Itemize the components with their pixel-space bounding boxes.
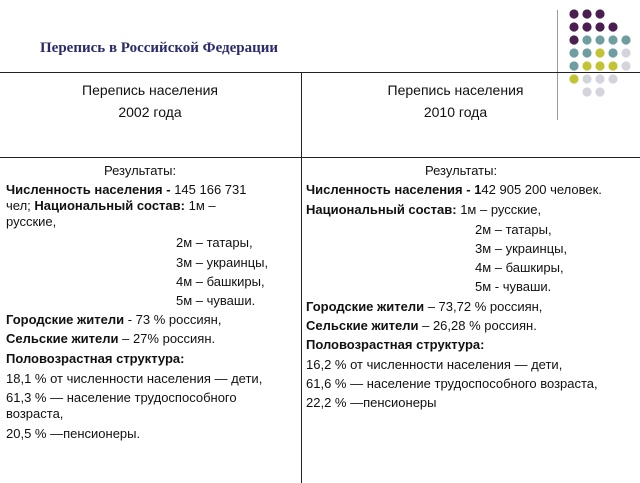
left-population-unit: чел; <box>6 198 35 213</box>
left-results-label: Результаты: <box>104 163 177 178</box>
decorative-dot <box>595 61 604 70</box>
decorative-dot <box>582 61 591 70</box>
left-age-2b: возраста, <box>6 406 64 421</box>
left-rural-line <box>6 329 215 349</box>
right-urban-value: – 73,72 % россиян, <box>424 299 543 314</box>
decorative-dot <box>621 61 630 70</box>
left-urban-label: Городские жители <box>6 312 125 327</box>
slide-title: Перепись в Российской Федерации <box>40 40 279 56</box>
right-rural-line <box>306 316 537 336</box>
right-national-3: 3м – украинцы, <box>475 241 568 256</box>
right-column-header <box>333 79 578 123</box>
decorative-dot <box>621 35 630 44</box>
left-national-3: 3м – украинцы, <box>176 255 269 270</box>
right-national-label: Национальный состав: <box>306 202 461 217</box>
left-rural-value: – 27% россиян. <box>118 331 216 346</box>
right-population-label: Численность населения - 1 <box>306 182 482 197</box>
left-national-1-cont: русские, <box>6 214 57 229</box>
left-header-line1: Перепись населения <box>82 82 218 98</box>
left-national-4: 4м – башкиры, <box>176 274 265 289</box>
right-age-3: 22,2 % —пенсионеры <box>306 395 437 410</box>
decorative-dot <box>582 35 591 44</box>
left-national-1: 1м – <box>188 198 216 213</box>
right-header-line1: Перепись населения <box>387 82 524 98</box>
left-age-2a: 61,3 % — население трудоспособного <box>6 390 237 405</box>
right-national-1: 1м – русские, <box>460 202 542 217</box>
header-divider <box>0 157 640 158</box>
decorative-dot <box>582 9 591 18</box>
decorative-dot <box>569 48 578 57</box>
right-urban-line <box>306 297 542 317</box>
left-national-2: 2м – татары, <box>176 235 253 250</box>
right-age-label: Половозрастная структура: <box>306 337 485 352</box>
decorative-dot <box>569 9 578 18</box>
left-age-label: Половозрастная структура: <box>6 351 185 366</box>
decorative-dot <box>569 22 578 31</box>
column-divider <box>301 73 302 483</box>
decorative-dot <box>621 48 630 57</box>
decorative-dot <box>582 48 591 57</box>
left-header-line2: 2002 года <box>118 104 182 120</box>
right-rural-value: – 26,28 % россиян. <box>418 318 537 333</box>
census-comparison-table <box>0 72 640 483</box>
left-age-3: 20,5 % —пенсионеры. <box>6 426 141 441</box>
decorative-dot <box>608 22 617 31</box>
left-population-label: Численность населения - <box>6 182 175 197</box>
decorative-dot <box>569 61 578 70</box>
decorative-dot <box>608 48 617 57</box>
decorative-dot <box>569 35 578 44</box>
left-rural-label: Сельские жители <box>6 331 119 346</box>
left-urban-line <box>6 310 221 330</box>
left-population-value: 145 166 731 <box>174 182 247 197</box>
decorative-dot <box>608 61 617 70</box>
decorative-dot <box>595 48 604 57</box>
left-urban-value: - 73 % россиян, <box>124 312 222 327</box>
right-header-line2: 2010 года <box>423 104 488 120</box>
decorative-dot <box>595 9 604 18</box>
right-age-2: 61,6 % — население трудоспособного возраста, <box>306 376 598 391</box>
left-column-header <box>0 79 300 123</box>
right-rural-label: Сельские жители <box>306 318 419 333</box>
decorative-dot <box>582 22 591 31</box>
right-national-2: 2м – татары, <box>475 222 552 237</box>
right-population-value: 42 905 200 человек. <box>481 182 602 197</box>
right-national-line <box>306 200 541 220</box>
right-age-1: 16,2 % от численности населения — дети, <box>306 357 563 372</box>
right-results-label: Результаты: <box>425 163 498 178</box>
left-age-1: 18,1 % от численности населения — дети, <box>6 371 263 386</box>
decorative-dot <box>608 35 617 44</box>
right-urban-label: Городские жители <box>306 299 425 314</box>
left-national-5: 5м – чуваши. <box>176 293 256 308</box>
left-national-label: Национальный состав: <box>34 198 189 213</box>
right-national-5: 5м - чуваши. <box>475 279 552 294</box>
decorative-dot <box>595 22 604 31</box>
right-population-line <box>306 180 602 200</box>
right-national-4: 4м – башкиры, <box>475 260 564 275</box>
decorative-dot <box>595 35 604 44</box>
